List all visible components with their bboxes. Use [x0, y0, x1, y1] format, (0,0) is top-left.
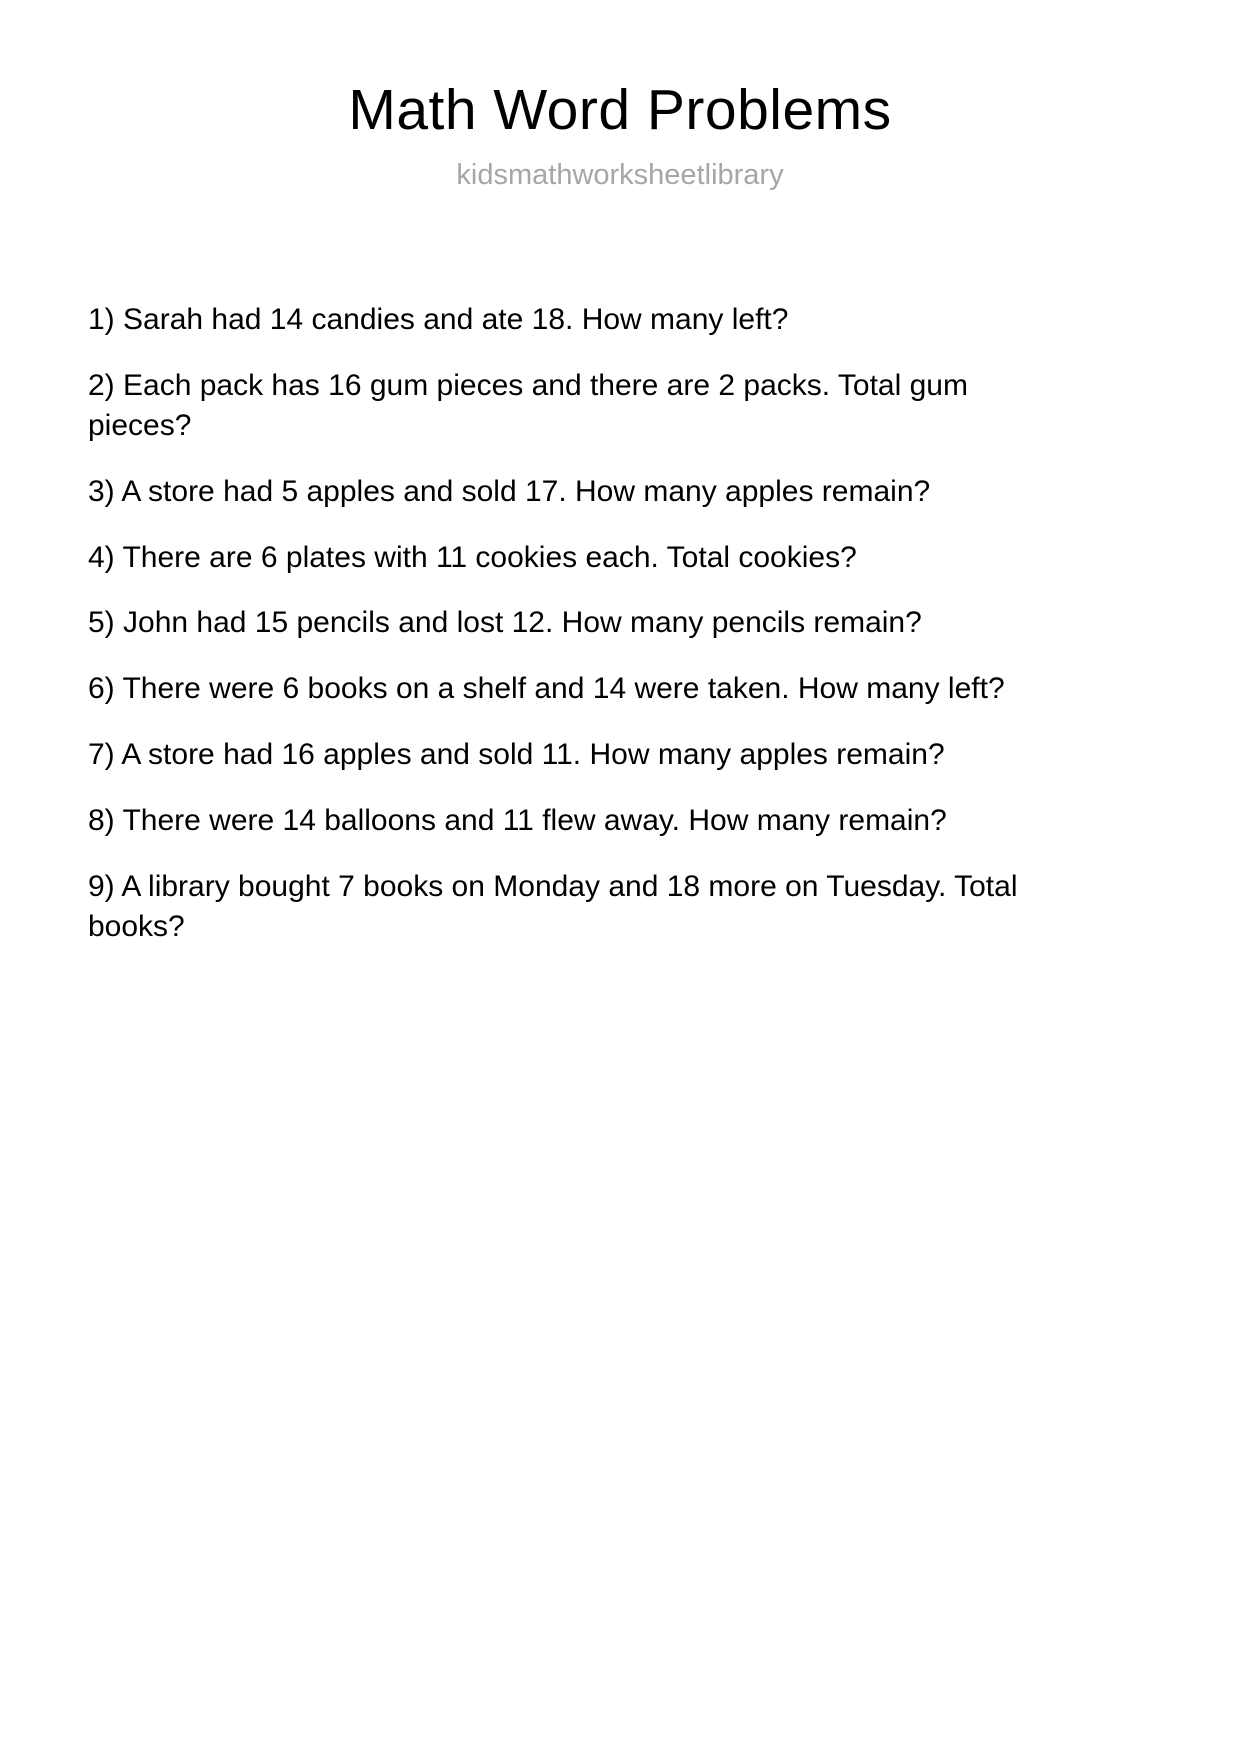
page-subtitle: kidsmathworksheetlibrary	[456, 158, 784, 191]
list-item: 9) A library bought 7 books on Monday and 18 more on Tuesday. Total books?	[88, 870, 1018, 943]
list-item: 6) There were 6 books on a shelf and 14 were taken. How many left?	[88, 672, 1005, 706]
list-item: 5) John had 15 pencils and lost 12. How many pencils remain?	[88, 606, 922, 640]
page-title: Math Word Problems	[348, 78, 892, 142]
problem-list	[88, 300, 1018, 973]
list-item: 4) There are 6 plates with 11 cookies each. Total cookies?	[88, 540, 857, 574]
list-item: 3) A store had 5 apples and sold 17. How many apples remain?	[88, 474, 931, 508]
list-item: 7) A store had 16 apples and sold 11. How many apples remain?	[88, 738, 945, 772]
list-item: 2) Each pack has 16 gum pieces and there are 2 packs. Total gum pieces?	[88, 368, 968, 442]
list-item: 1) Sarah had 14 candies and ate 18. How many left?	[88, 303, 789, 336]
list-item: 8) There were 14 balloons and 11 flew away. How many remain?	[88, 804, 947, 838]
